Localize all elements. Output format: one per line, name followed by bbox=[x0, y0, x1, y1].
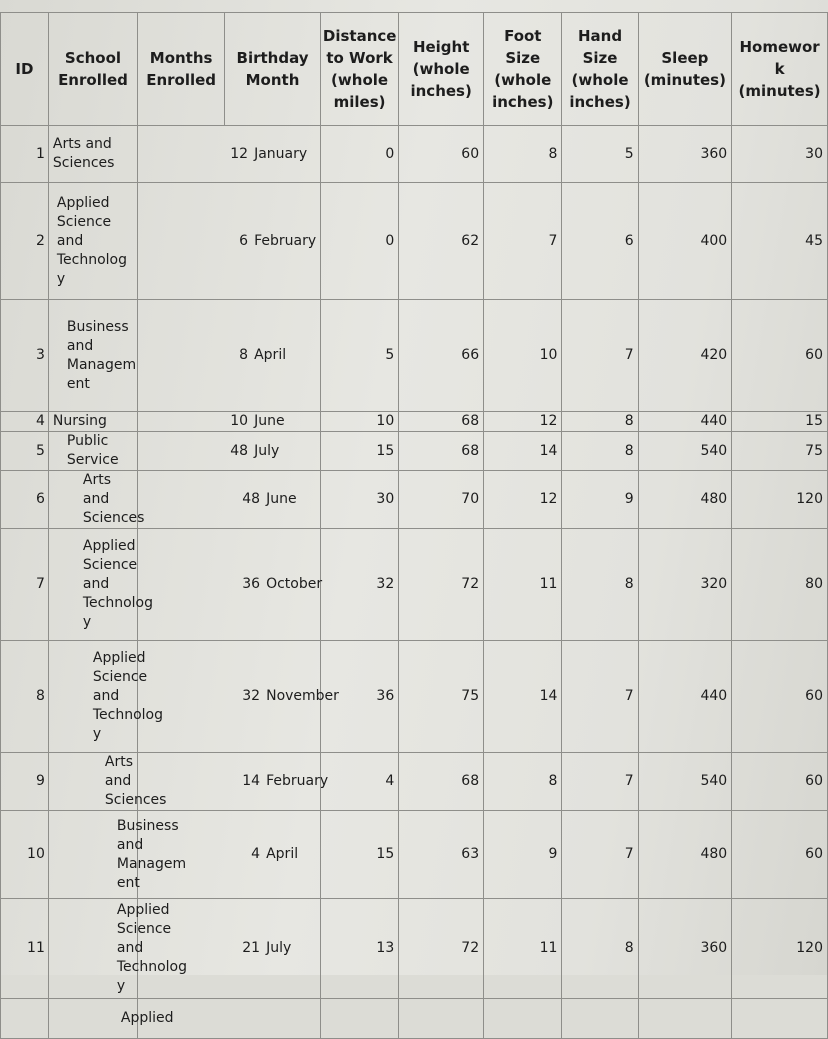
header-foot: Foot Size (whole inches) bbox=[484, 13, 562, 126]
cell-id[interactable]: 7 bbox=[1, 529, 49, 641]
table-row bbox=[1, 999, 828, 1039]
cell-homework[interactable]: 60 bbox=[732, 300, 828, 412]
cell-distance[interactable]: 0 bbox=[320, 126, 398, 183]
months-birthday-pair bbox=[138, 575, 323, 594]
months-birthday-pair bbox=[138, 845, 320, 864]
cell-id[interactable]: 3 bbox=[1, 300, 49, 412]
months-birthday-pair bbox=[138, 490, 320, 509]
months-birthday-pair bbox=[138, 346, 320, 365]
cell-months[interactable] bbox=[138, 529, 321, 641]
cell-homework[interactable]: 15 bbox=[732, 412, 828, 432]
cell-id[interactable]: 9 bbox=[1, 753, 49, 811]
months-birthday-pair bbox=[138, 687, 339, 706]
cell-foot[interactable]: 9 bbox=[484, 811, 562, 899]
cell-id[interactable]: 5 bbox=[1, 432, 49, 471]
school-text: Applied Science and Technolog y bbox=[56, 194, 128, 287]
months-value: 6 bbox=[239, 232, 249, 249]
cell-id[interactable]: 6 bbox=[1, 471, 49, 529]
cell-sleep[interactable] bbox=[638, 999, 732, 1039]
cell-sleep[interactable]: 420 bbox=[638, 300, 732, 412]
birthday-value: November bbox=[266, 688, 339, 704]
cell-hand[interactable]: 9 bbox=[562, 471, 638, 529]
cell-height[interactable]: 75 bbox=[399, 641, 484, 753]
cell-foot[interactable]: 12 bbox=[484, 412, 562, 432]
months-birthday-pair bbox=[138, 145, 320, 164]
school-text: Nursing bbox=[52, 413, 107, 429]
cell-school[interactable] bbox=[48, 412, 137, 432]
cell-foot[interactable]: 8 bbox=[484, 753, 562, 811]
cell-months[interactable] bbox=[138, 412, 321, 432]
cell-id[interactable]: 8 bbox=[1, 641, 49, 753]
header-hand: Hand Size (whole inches) bbox=[562, 13, 638, 126]
cell-distance[interactable]: 15 bbox=[320, 432, 398, 471]
birthday-value: June bbox=[254, 413, 285, 429]
cell-foot[interactable]: 14 bbox=[484, 641, 562, 753]
cell-months[interactable] bbox=[138, 300, 321, 412]
cell-height[interactable]: 70 bbox=[399, 471, 484, 529]
cell-foot[interactable] bbox=[484, 999, 562, 1039]
months-value: 14 bbox=[242, 773, 261, 789]
cell-distance[interactable]: 10 bbox=[320, 412, 398, 432]
table-row bbox=[1, 529, 828, 641]
cell-months[interactable] bbox=[138, 432, 321, 471]
school-text: Applied Science and Technolog y bbox=[116, 902, 188, 994]
cell-homework[interactable]: 80 bbox=[732, 529, 828, 641]
cell-hand[interactable]: 8 bbox=[562, 529, 638, 641]
cell-sleep[interactable]: 320 bbox=[638, 529, 732, 641]
table-row bbox=[1, 300, 828, 412]
header-homework: Homewor k (minutes) bbox=[732, 13, 828, 126]
cell-height[interactable]: 72 bbox=[399, 899, 484, 999]
header-birthday: Birthday Month bbox=[225, 13, 321, 126]
cell-school[interactable] bbox=[48, 126, 137, 183]
table-row bbox=[1, 183, 828, 300]
school-text: Applied Science and Technolog y bbox=[82, 538, 154, 630]
cell-months[interactable] bbox=[138, 183, 321, 300]
cell-hand[interactable]: 7 bbox=[562, 641, 638, 753]
cell-id[interactable] bbox=[1, 999, 49, 1039]
months-value: 36 bbox=[242, 576, 261, 592]
months-birthday-pair bbox=[138, 772, 329, 791]
cell-homework[interactable]: 60 bbox=[732, 641, 828, 753]
cell-foot[interactable]: 11 bbox=[484, 899, 562, 999]
school-text: Arts and Sciences bbox=[52, 136, 115, 171]
cell-id[interactable]: 4 bbox=[1, 412, 49, 432]
months-value: 48 bbox=[242, 491, 261, 507]
cell-school[interactable] bbox=[48, 183, 137, 300]
cell-homework[interactable]: 75 bbox=[732, 432, 828, 471]
cell-sleep[interactable]: 540 bbox=[638, 432, 732, 471]
cell-hand[interactable] bbox=[562, 999, 638, 1039]
cell-distance[interactable]: 15 bbox=[320, 811, 398, 899]
cell-school[interactable] bbox=[48, 753, 167, 811]
months-value: 10 bbox=[230, 413, 249, 429]
cell-id[interactable]: 11 bbox=[1, 899, 49, 999]
school-text: Applied bbox=[120, 1010, 174, 1026]
cell-height[interactable]: 60 bbox=[399, 126, 484, 183]
cell-hand[interactable]: 8 bbox=[562, 899, 638, 999]
months-value: 12 bbox=[230, 145, 249, 162]
cell-height[interactable]: 68 bbox=[399, 412, 484, 432]
birthday-value: June bbox=[266, 491, 297, 507]
cell-sleep[interactable]: 360 bbox=[638, 126, 732, 183]
cell-school[interactable] bbox=[48, 300, 137, 412]
cell-foot[interactable]: 14 bbox=[484, 432, 562, 471]
cell-foot[interactable]: 10 bbox=[484, 300, 562, 412]
school-text: Applied Science and Technolog y bbox=[92, 650, 164, 742]
cell-hand[interactable]: 7 bbox=[562, 811, 638, 899]
cell-distance[interactable]: 30 bbox=[320, 471, 398, 529]
cell-school[interactable] bbox=[48, 432, 137, 471]
cell-id[interactable]: 10 bbox=[1, 811, 49, 899]
cell-distance[interactable]: 36 bbox=[320, 641, 398, 753]
school-text: Business and Managem ent bbox=[116, 817, 187, 891]
birthday-value: February bbox=[254, 232, 317, 249]
cell-height[interactable]: 66 bbox=[399, 300, 484, 412]
school-text: Business and Managem ent bbox=[66, 318, 137, 392]
cell-homework[interactable]: 120 bbox=[732, 471, 828, 529]
cell-months[interactable] bbox=[138, 126, 321, 183]
months-value: 4 bbox=[251, 846, 261, 862]
birthday-value: July bbox=[254, 442, 280, 459]
cell-foot[interactable]: 7 bbox=[484, 183, 562, 300]
cell-school[interactable] bbox=[48, 471, 145, 529]
birthday-value: January bbox=[254, 145, 308, 162]
table-row bbox=[1, 899, 828, 999]
months-value: 8 bbox=[239, 347, 249, 363]
cell-school[interactable] bbox=[48, 529, 154, 641]
cell-distance[interactable] bbox=[320, 999, 398, 1039]
header-row bbox=[1, 13, 828, 126]
header-months: Months Enrolled bbox=[138, 13, 225, 126]
cell-homework[interactable] bbox=[732, 999, 828, 1039]
cell-distance[interactable]: 5 bbox=[320, 300, 398, 412]
school-text: Arts and Sciences bbox=[82, 472, 145, 526]
cell-height[interactable] bbox=[399, 999, 484, 1039]
cell-sleep[interactable]: 480 bbox=[638, 471, 732, 529]
cell-foot[interactable]: 12 bbox=[484, 471, 562, 529]
cell-height[interactable]: 63 bbox=[399, 811, 484, 899]
cell-hand[interactable]: 8 bbox=[562, 412, 638, 432]
cell-height[interactable]: 62 bbox=[399, 183, 484, 300]
birthday-value: October bbox=[266, 576, 323, 592]
birthday-value: April bbox=[254, 347, 287, 363]
months-value: 21 bbox=[242, 940, 261, 956]
cell-school[interactable] bbox=[48, 811, 187, 899]
cell-id[interactable]: 1 bbox=[1, 126, 49, 183]
cell-homework[interactable]: 60 bbox=[732, 753, 828, 811]
table-row bbox=[1, 641, 828, 753]
cell-distance[interactable]: 13 bbox=[320, 899, 398, 999]
cell-hand[interactable]: 8 bbox=[562, 432, 638, 471]
cell-height[interactable]: 68 bbox=[399, 753, 484, 811]
cell-months[interactable] bbox=[138, 641, 339, 753]
cell-school[interactable] bbox=[48, 899, 188, 999]
cell-sleep[interactable]: 360 bbox=[638, 899, 732, 999]
birthday-value: February bbox=[266, 773, 329, 789]
school-text: Public Service bbox=[66, 433, 119, 468]
table-row bbox=[1, 432, 828, 471]
cell-homework[interactable]: 60 bbox=[732, 811, 828, 899]
header-sleep: Sleep (minutes) bbox=[638, 13, 732, 126]
cell-homework[interactable]: 30 bbox=[732, 126, 828, 183]
cell-homework[interactable]: 120 bbox=[732, 899, 828, 999]
cell-sleep[interactable]: 480 bbox=[638, 811, 732, 899]
cell-foot[interactable]: 8 bbox=[484, 126, 562, 183]
cell-foot[interactable]: 11 bbox=[484, 529, 562, 641]
table-row bbox=[1, 471, 828, 529]
cell-hand[interactable]: 7 bbox=[562, 753, 638, 811]
birthday-value: July bbox=[266, 940, 292, 956]
header-school: School Enrolled bbox=[48, 13, 137, 126]
cell-distance[interactable]: 32 bbox=[320, 529, 398, 641]
cell-hand[interactable]: 7 bbox=[562, 300, 638, 412]
months-value: 32 bbox=[242, 688, 261, 704]
cell-school[interactable] bbox=[48, 641, 164, 753]
cell-hand[interactable]: 6 bbox=[562, 183, 638, 300]
cell-sleep[interactable]: 540 bbox=[638, 753, 732, 811]
cell-distance[interactable]: 0 bbox=[320, 183, 398, 300]
months-birthday-pair bbox=[138, 442, 320, 461]
months-birthday-pair bbox=[138, 232, 320, 251]
months-birthday-pair bbox=[138, 412, 320, 431]
table-row bbox=[1, 126, 828, 183]
cell-homework[interactable]: 45 bbox=[732, 183, 828, 300]
cell-height[interactable]: 72 bbox=[399, 529, 484, 641]
header-height: Height (whole inches) bbox=[399, 13, 484, 126]
cell-hand[interactable]: 5 bbox=[562, 126, 638, 183]
cell-sleep[interactable]: 400 bbox=[638, 183, 732, 300]
school-text: Arts and Sciences bbox=[104, 754, 167, 808]
months-value: 48 bbox=[230, 442, 249, 459]
cell-sleep[interactable]: 440 bbox=[638, 641, 732, 753]
table-row bbox=[1, 412, 828, 432]
data-table bbox=[0, 12, 828, 1039]
table-row bbox=[1, 753, 828, 811]
birthday-value: April bbox=[266, 846, 299, 862]
cell-school[interactable] bbox=[48, 999, 174, 1039]
cell-sleep[interactable]: 440 bbox=[638, 412, 732, 432]
cell-height[interactable]: 68 bbox=[399, 432, 484, 471]
cell-months[interactable] bbox=[138, 471, 321, 529]
header-distance: Distance to Work (whole miles) bbox=[320, 13, 398, 126]
header-id: ID bbox=[1, 13, 49, 126]
table-row bbox=[1, 811, 828, 899]
cell-distance[interactable]: 4 bbox=[320, 753, 398, 811]
cell-id[interactable]: 2 bbox=[1, 183, 49, 300]
months-birthday-pair bbox=[138, 939, 320, 958]
